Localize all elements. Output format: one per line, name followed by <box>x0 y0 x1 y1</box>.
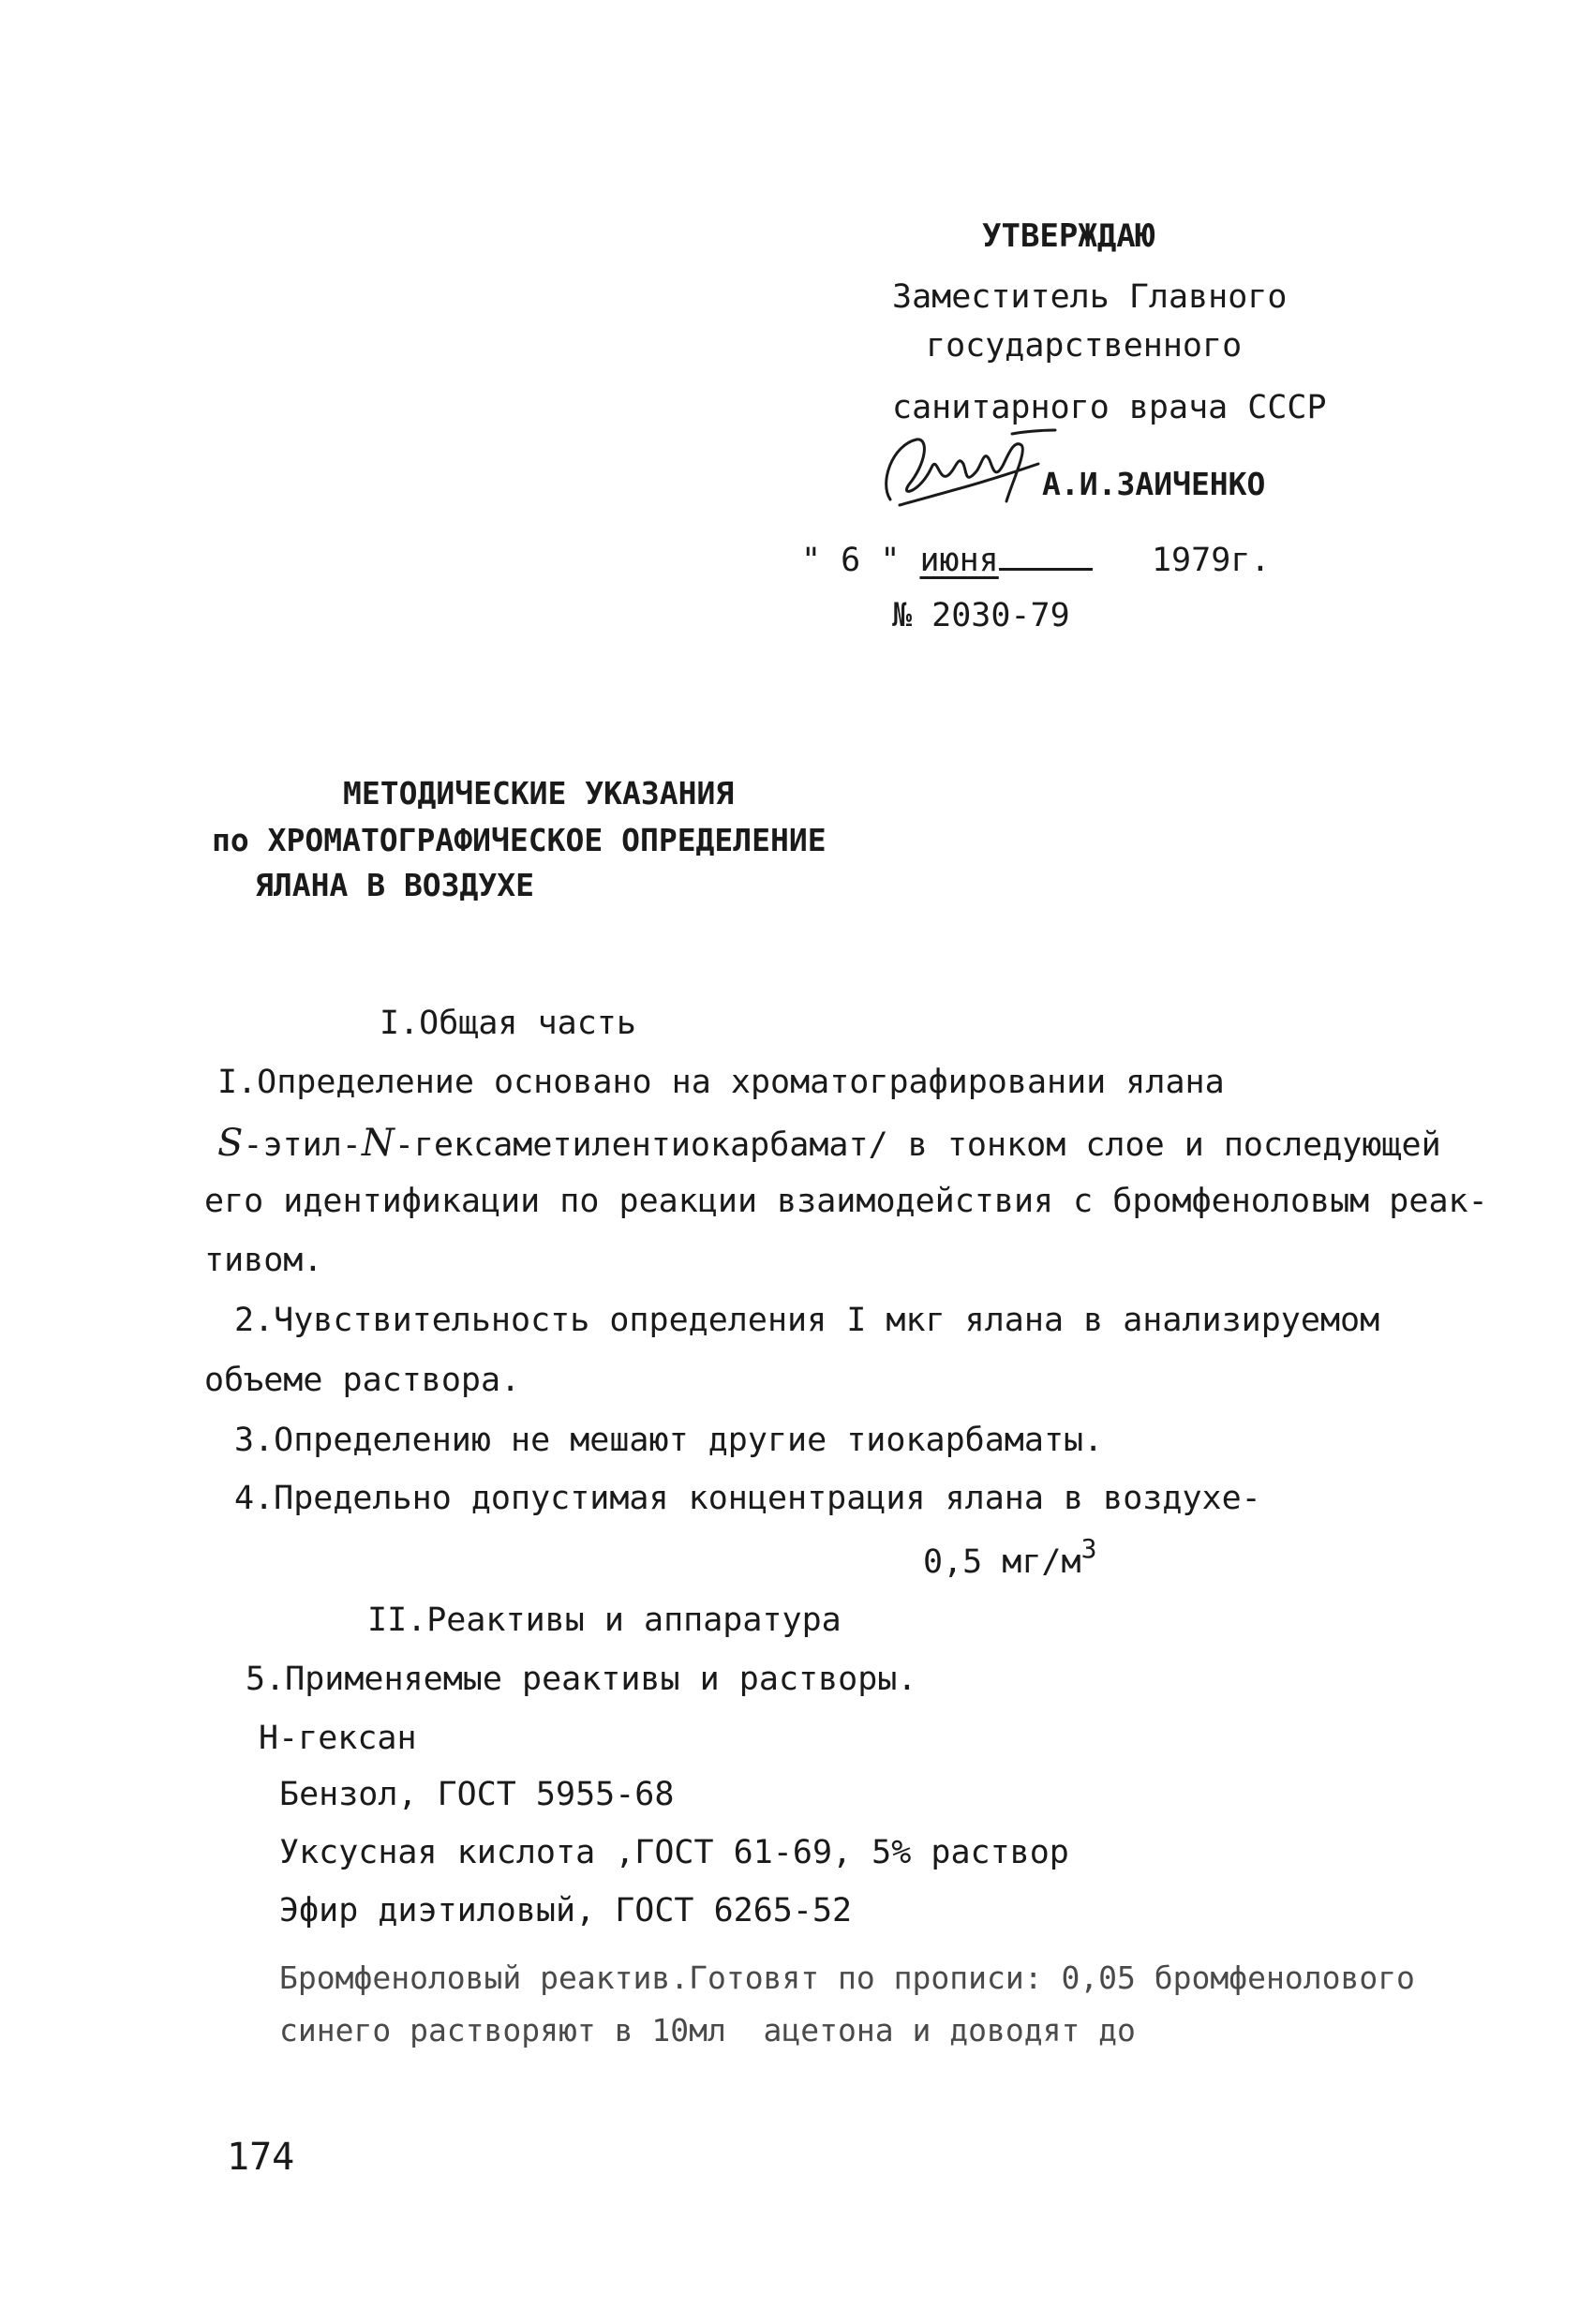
text-ethyl: -этил- <box>243 1126 362 1164</box>
heading-line-1: МЕТОДИЧЕСКИЕ УКАЗАНИЯ <box>343 775 735 812</box>
approval-position-line-2: государственного <box>926 327 1243 365</box>
approval-date <box>801 542 1270 577</box>
date-month: июня <box>919 542 999 579</box>
paragraph-5: 5.Применяемые реактивы и растворы. <box>246 1661 917 1698</box>
reagent-preparation-line-1: Бромфеноловый реактив.Готовят по прописи: 0,05 бромфенолового <box>279 1959 1415 1996</box>
heading-line-3: ЯЛАНА В ВОЗДУХЕ <box>255 867 535 903</box>
paragraph-3: 3.Определению не мешают другие тиокарбаматы. <box>234 1422 1104 1459</box>
date-quote-close: " <box>880 542 901 579</box>
reagent-item: Уксусная кислота ,ГОСТ 61-69, 5% раствор <box>279 1834 1069 1871</box>
reagent-item: Н-гексан <box>259 1720 417 1757</box>
approval-position-line-1: Заместитель Главного <box>892 278 1288 316</box>
paragraph-2-line-2: объеме раствора. <box>204 1362 521 1399</box>
date-quote-open: " <box>801 542 822 579</box>
concentration-exponent: 3 <box>1080 1533 1097 1564</box>
paragraph-4: 4.Предельно допустимая концентрация ялана в воздухе- <box>234 1480 1261 1517</box>
approval-number: № 2030-79 <box>892 597 1070 634</box>
symbol-n: N <box>361 1122 395 1165</box>
paragraph-1-line-2 <box>217 1122 1441 1165</box>
signatory-name: А.И.ЗАИЧЕНКО <box>1042 466 1266 502</box>
reagent-item: Эфир диэтиловый, ГОСТ 6265-52 <box>279 1892 853 1929</box>
text-hexamethylene: -гексаметилентиокарбамат/ в тонком слое и последующей <box>394 1126 1441 1164</box>
date-year: 1979г. <box>1151 542 1271 579</box>
reagent-preparation-line-2: синего растворяют в 10мл ацетона и доводят до <box>279 2012 1136 2048</box>
concentration-value <box>923 1533 1097 1581</box>
reagent-item: Бензол, ГОСТ 5955-68 <box>279 1776 675 1813</box>
section-1-title: I.Общая часть <box>380 1005 636 1042</box>
section-2-title: II.Реактивы и аппаратура <box>367 1601 842 1639</box>
date-underline <box>999 542 1093 571</box>
approval-position-line-3: санитарного врача СССР <box>892 389 1327 426</box>
handwritten-signature <box>871 426 1059 515</box>
concentration-text: 0,5 мг/м <box>923 1543 1081 1581</box>
paragraph-1-line-4: тивом. <box>204 1242 323 1279</box>
paragraph-2-line-1: 2.Чувствительность определения I мкг ялана в анализируемом <box>234 1302 1380 1339</box>
paragraph-1-line-3: его идентификации по реакции взаимодействия с бромфеноловым реак- <box>204 1183 1488 1220</box>
page-number: 174 <box>227 2136 295 2179</box>
symbol-s: S <box>217 1122 244 1165</box>
date-day: 6 <box>841 542 861 579</box>
approval-title: УТВЕРЖДАЮ <box>982 217 1155 255</box>
paragraph-1-line-1: I.Определение основано на хроматографировании ялана <box>217 1064 1225 1101</box>
heading-line-2: по ХРОМАТОГРАФИЧЕСКОЕ ОПРЕДЕЛЕНИЕ <box>212 822 827 858</box>
